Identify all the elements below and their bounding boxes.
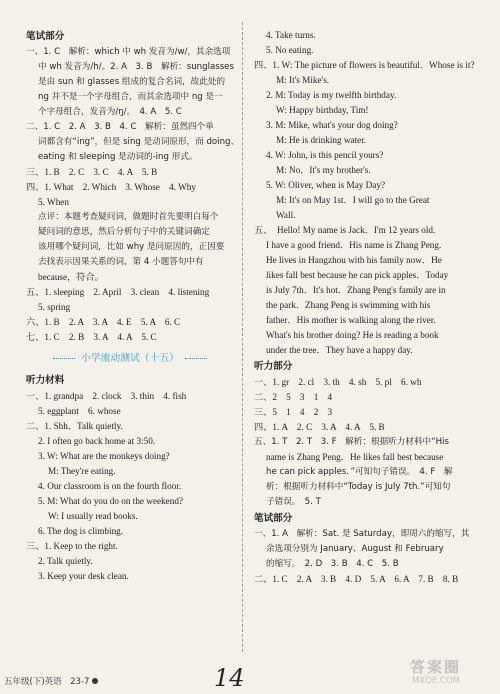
answer-line: 去找表示因果关系的词，第 4 小题答句中有 (38, 257, 204, 267)
answer-line: He lives in Hangzhou with his family now．He (266, 255, 442, 265)
watermark-logo (406, 656, 490, 692)
answer-line: 四、1. A 2. C 3. A 4. A 5. B (254, 422, 385, 432)
right-column (254, 28, 475, 587)
test-title: 小学滚动测试（十五） (26, 348, 234, 370)
answer-line: 4. Our classroom is on the fourth floor. (38, 481, 182, 491)
answer-line: 二、1. C 2. A 3. B 4. C 解析：虽然四个单 (26, 122, 214, 132)
answer-line: 的缩写。 2. D 3. B 4. C 5. B (266, 559, 399, 569)
answer-line: 二、1. Shh．Talk quietly. (26, 421, 123, 431)
answer-line: W: I usually read books. (48, 511, 138, 521)
answer-line: is July 7th．It's hot．Zhang Peng's family are in (266, 285, 446, 295)
answer-line: 该用哪个疑问词，比如 why 是问原因的，正因要 (38, 242, 225, 252)
answer-line: 四、1. W: The picture of flowers is beautiful．Whose is it? (254, 60, 475, 70)
answer-line: 五、1. sleeping 2. April 3. clean 4. listening (26, 287, 210, 297)
answer-line: father．His mother is walking along the river. (266, 315, 436, 325)
answer-line: 5. When (38, 197, 69, 207)
answer-line: 2. Talk quietly. (38, 556, 93, 566)
answer-line: 六、1. B 2. A 3. A 4. E 5. A 6. C (26, 317, 181, 327)
answer-line: 5. M: What do you do on the weekend? (38, 496, 184, 506)
answer-line: eating 和 sleeping 是动词的-ing 形式。 (38, 152, 198, 162)
answer-line: 五、1. T 2. T 3. F 解析：根据听力材料中“His (254, 437, 449, 447)
answer-line: 是由 sun 和 glasses 组成的复合名词，故此处的 (38, 77, 226, 87)
answer-line: he can pick apples．”可知句子错误。 4. F 解 (266, 467, 453, 477)
answer-line: 一、1. grandpa 2. clock 3. thin 4. fish (26, 391, 187, 401)
answer-line: the park．Zhang Peng is swimming with his (266, 300, 431, 310)
section-heading: 听力材料 (26, 375, 65, 386)
handwritten-page-number: 14 (214, 664, 245, 692)
answer-line: What's his brother doing? He is reading a book (266, 330, 439, 340)
answer-line: under the tree．They have a happy day. (266, 345, 413, 355)
answer-line: 2. M: Today is my twelfth birthday. (266, 90, 397, 100)
answer-line: 余选项分别为 January、August 和 February (266, 544, 444, 554)
answer-line: 2. I often go back home at 3:50. (38, 436, 156, 446)
answer-line: 疑问词的意思，然后分析句子中的关键词确定 (38, 227, 210, 237)
answer-line: 5. No eating. (266, 45, 314, 55)
answer-line: 3. Keep your desk clean. (38, 571, 129, 581)
answer-line: 点评：本题考查疑问词，做题时首先要明白每个 (38, 212, 219, 222)
answer-line: 4. Take turns. (266, 30, 316, 40)
answer-line: W: Happy birthday, Tim! (276, 105, 369, 115)
left-column (26, 28, 240, 584)
answer-line: 析：根据听力材料中“Today is July 7th.”可知句 (266, 482, 451, 492)
answer-line: 七、1. C 2. B 3. A 4. A 5. C (26, 332, 157, 342)
answer-line: 中 wh 发音为/h/。2. A 3. B 解析：sunglasses (38, 62, 234, 72)
column-divider (242, 22, 243, 652)
footer-label-text: 五年级(下)英语 23-7 (4, 677, 90, 687)
answer-line: M: He is drinking water. (276, 135, 367, 145)
bullet-icon (92, 678, 98, 684)
answer-line: because，符合。 (38, 272, 104, 282)
answer-line: 3. M: Mike, what's your dog doing? (266, 120, 398, 130)
section-heading: 笔试部分 (26, 31, 65, 42)
watermark-text: 答案圈 (410, 658, 462, 676)
answer-line: M: It's on May 1st．I will go to the Great (276, 195, 430, 205)
answer-line: 4. W: John, is this pencil yours? (266, 150, 384, 160)
section-heading: 听力部分 (254, 361, 293, 372)
section-heading: 笔试部分 (254, 513, 293, 524)
answer-line: Wall. (276, 210, 296, 220)
answer-line: 二、1. C 2. A 3. B 4. D 5. A 6. A 7. B 8. B (254, 574, 459, 584)
answer-line: likes fall best because he can pick apples．Today (266, 270, 449, 280)
answer-line: 三、1. B 2. C 3. C 4. A 5. B (26, 167, 158, 177)
answer-line: I have a good friend．His name is Zhang Peng. (266, 240, 442, 250)
answer-line: 一、1. A 解析：Sat. 是 Saturday，即周六的缩写，其 (254, 529, 470, 539)
answer-line: 三、5 1 4 2 3 (254, 407, 333, 417)
answer-line: 词都含有“ing”，但是 sing 是动词原形，而 doing、 (38, 137, 240, 147)
answer-line: M: No．It's my brother's. (276, 165, 371, 175)
answer-line: 一、1. C 解析：which 中 wh 发音为/w/，其余选项 (26, 47, 231, 57)
answer-line: name is Zhang Peng．He likes fall best because (266, 452, 444, 462)
answer-line: 一、1. gr 2. cl 3. th 4. sh 5. pl 6. wh (254, 377, 422, 387)
answer-line: 子错误。 5. T (266, 497, 321, 507)
answer-line: 5. spring (38, 302, 71, 312)
answer-line: M: It's Mike's. (276, 75, 330, 85)
answer-line: M: They're eating. (48, 466, 116, 476)
answer-line: 五、 Hello! My name is Jack．I'm 12 years old. (254, 225, 436, 235)
answer-line: 个字母组合，发音为/ŋ/。 4. A 5. C (38, 107, 182, 117)
answer-line: 四、1. What 2. Which 3. Whose 4. Why (26, 182, 196, 192)
answer-line: ng 并不是一个字母组合，而其余选项中 ng 是一 (38, 92, 223, 102)
watermark-url: MXQE.COM (412, 676, 460, 686)
answer-line: 5. W: Oliver, when is May Day? (266, 180, 386, 190)
answer-line: 三、1. Keep to the right. (26, 541, 118, 551)
answer-line: 3. W: What are the monkeys doing? (38, 451, 170, 461)
footer-label (4, 675, 98, 687)
answer-line: 6. The dog is climbing. (38, 526, 124, 536)
answer-line: 5. eggplant 6. whose (38, 406, 121, 416)
answer-line: 二、2 5 3 1 4 (254, 392, 333, 402)
